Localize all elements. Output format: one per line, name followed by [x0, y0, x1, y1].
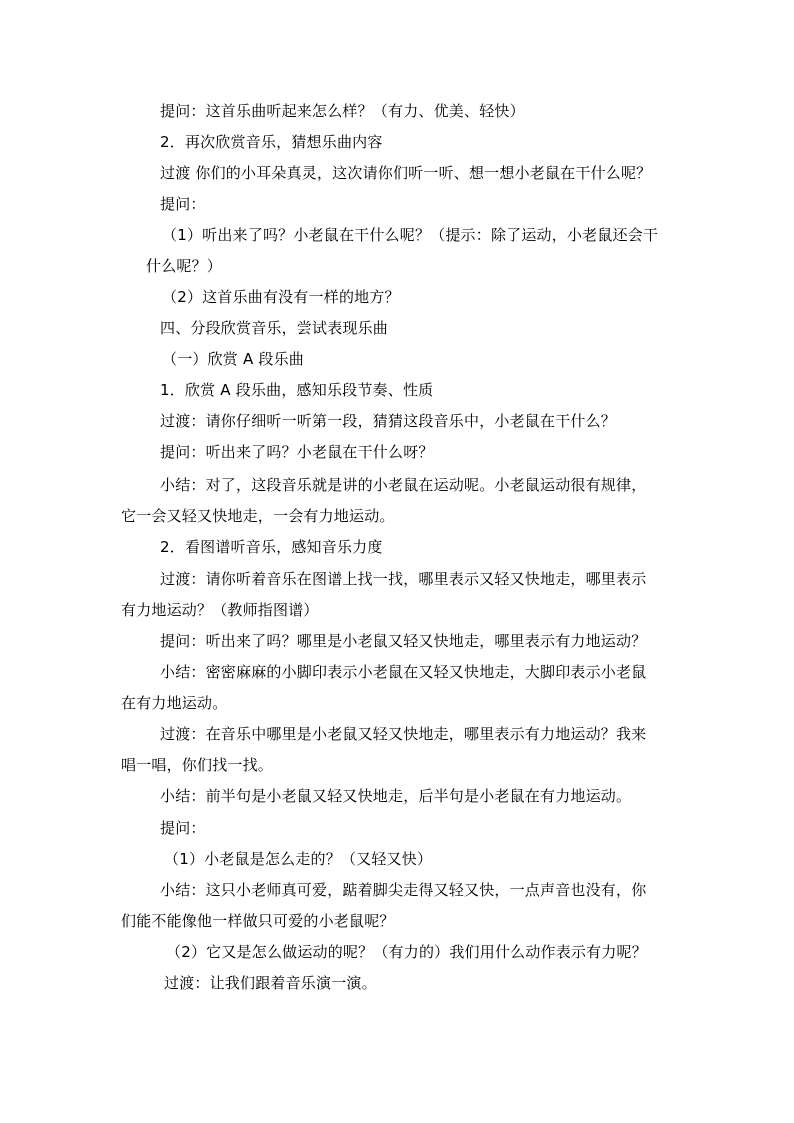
paragraph-line: 它一会又轻又快地走，一会有力地运动。: [121, 507, 395, 525]
paragraph-line: 过渡：请你听着音乐在图谱上找一找，哪里表示又轻又快地走，哪里表示: [160, 570, 647, 588]
section-heading: 四、分段欣赏音乐，尝试表现乐曲: [160, 319, 389, 337]
paragraph-line: 提问：: [160, 819, 206, 837]
paragraph-line: （2）这首乐曲有没有一样的地方？: [162, 288, 400, 306]
paragraph-line: 过渡：在音乐中哪里是小老鼠又轻又快地走，哪里表示有力地运动？我来: [160, 725, 647, 743]
paragraph-line: 唱一唱，你们找一找。: [121, 756, 274, 774]
paragraph-line: 什么呢？）: [146, 257, 223, 275]
paragraph-line: 提问：听出来了吗？哪里是小老鼠又轻又快地走，哪里表示有力地运动？: [160, 632, 647, 650]
paragraph-line: （1）听出来了吗？小老鼠在干什么呢？（提示：除了运动，小老鼠还会干: [162, 226, 659, 244]
paragraph-line: 小结：前半句是小老鼠又轻又快地走，后半句是小老鼠在有力地运动。: [160, 787, 632, 805]
paragraph-line: 们能不能像他一样做只可爱的小老鼠呢？: [121, 912, 395, 930]
section-heading: 2．看图谱听音乐，感知音乐力度: [160, 538, 383, 556]
paragraph-line: 过渡：让我们跟着音乐演一演。: [164, 974, 377, 992]
section-heading: 2．再次欣赏音乐，猜想乐曲内容: [160, 133, 383, 151]
paragraph-line: 提问：这首乐曲听起来怎么样？（有力、优美、轻快）: [160, 102, 525, 120]
paragraph-line: （2）它又是怎么做运动的呢？（有力的）我们用什么动作表示有力呢？: [166, 943, 647, 961]
paragraph-line: （1）小老鼠是怎么走的？（又轻又快）: [164, 850, 433, 868]
paragraph-line: 过渡 你们的小耳朵真灵，这次请你们听一听、想一想小老鼠在干什么呢？: [160, 164, 652, 182]
paragraph-line: 有力地运动？（教师指图谱）: [121, 601, 319, 619]
paragraph-line: 小结：对了，这段音乐就是讲的小老鼠在运动呢。小老鼠运动很有规律，: [160, 476, 647, 494]
paragraph-line: 小结：这只小老师真可爱，踮着脚尖走得又轻又快，一点声音也没有，你: [160, 881, 647, 899]
section-heading: （一）欣赏 A 段乐曲: [162, 350, 304, 368]
paragraph-line: 小结：密密麻麻的小脚印表示小老鼠在又轻又快地走，大脚印表示小老鼠: [160, 663, 647, 681]
paragraph-line: 过渡：请你仔细听一听第一段，猜猜这段音乐中，小老鼠在干什么？: [160, 412, 617, 430]
section-heading: 1．欣赏 A 段乐曲，感知乐段节奏、性质: [160, 381, 434, 399]
paragraph-line: 提问：: [160, 195, 206, 213]
paragraph-line: 提问：听出来了吗？小老鼠在干什么呀？: [160, 443, 434, 461]
paragraph-line: 在有力地运动。: [121, 694, 228, 712]
